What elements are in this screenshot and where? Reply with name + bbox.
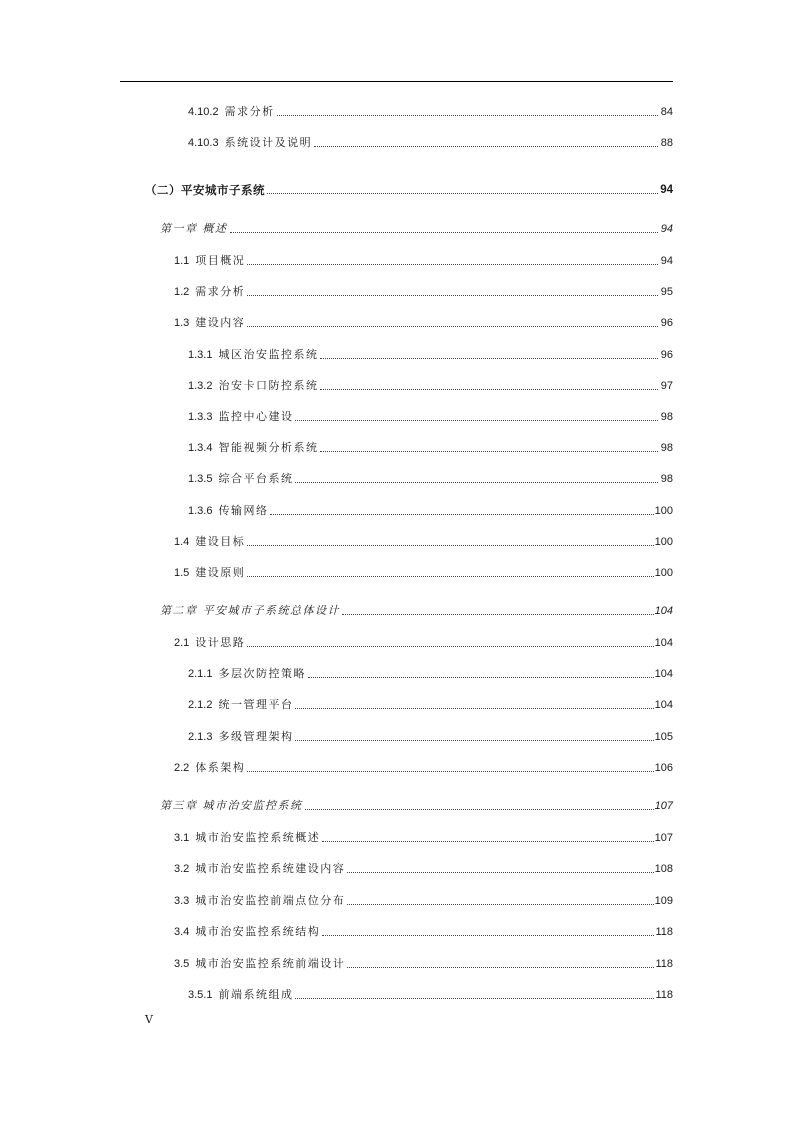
toc-entry-title: 城区治安监控系统	[218, 348, 319, 361]
toc-entry-title: 综合平台系统	[218, 472, 294, 485]
toc-entry-number: 3.1	[174, 832, 190, 844]
toc-entry[interactable]	[174, 254, 673, 268]
toc-entry-title: 需求分析	[224, 105, 275, 118]
toc-entry-number: 1.3.3	[188, 411, 213, 423]
toc-entry-number: 1.3.4	[188, 442, 213, 454]
toc-entry[interactable]	[174, 636, 673, 650]
toc-entry-number: 4.10.2	[188, 106, 219, 118]
toc-entry-number: 3.3	[174, 895, 190, 907]
toc-entry[interactable]	[188, 667, 673, 681]
toc-entry-title: 城市治安监控系统建设内容	[195, 862, 346, 875]
toc-entry-title: 城市治安监控前端点位分布	[195, 894, 346, 907]
toc-entry-page: 108	[654, 863, 673, 875]
toc-entry-number: 3.2	[174, 863, 190, 875]
toc-entry-title: 建设目标	[195, 535, 246, 548]
toc-dot-leader	[295, 998, 654, 999]
toc-dot-leader	[270, 514, 653, 515]
toc-entry-page: 104	[654, 637, 673, 649]
toc-entry-number: 1.3.6	[188, 505, 213, 517]
toc-entry-title: 城市治安监控系统结构	[195, 925, 321, 938]
toc-dot-leader	[247, 295, 658, 296]
toc-entry-number: 2.1.3	[188, 731, 213, 743]
toc-entry[interactable]	[188, 698, 673, 712]
toc-entry-title: 系统设计及说明	[224, 136, 313, 149]
toc-entry-number: 3.5	[174, 958, 190, 970]
toc-entry[interactable]	[188, 105, 673, 119]
toc-dot-leader	[342, 614, 654, 615]
toc-entry-page: 94	[660, 255, 673, 267]
toc-entry-page: 95	[660, 286, 673, 298]
toc-dot-leader	[295, 420, 658, 421]
toc-entry[interactable]	[174, 761, 673, 775]
toc-dot-leader	[295, 740, 653, 741]
toc-entry-page: 96	[660, 317, 673, 329]
toc-entry-page: 106	[654, 762, 673, 774]
toc-entry-number: 1.5	[174, 567, 190, 579]
toc-entry[interactable]	[145, 183, 673, 197]
toc-entry-number: 1.1	[174, 255, 190, 267]
toc-entry[interactable]	[160, 222, 673, 236]
toc-dot-leader	[314, 146, 658, 147]
toc-entry-page: 105	[654, 731, 673, 743]
toc-entry[interactable]	[174, 894, 673, 908]
toc-entry-page: 100	[654, 567, 673, 579]
toc-entry-page: 84	[660, 106, 673, 118]
toc-dot-leader	[267, 193, 658, 194]
toc-entry[interactable]	[188, 472, 673, 486]
toc-entry[interactable]	[188, 730, 673, 744]
toc-entry-page: 97	[660, 380, 673, 392]
toc-entry-title: 建设内容	[195, 316, 246, 329]
toc-entry-page: 94	[660, 223, 673, 235]
toc-entry-number: 3.5.1	[188, 989, 213, 1001]
toc-entry-number: 1.2	[174, 286, 190, 298]
toc-entry-page: 104	[654, 699, 673, 711]
toc-dot-leader	[320, 451, 658, 452]
toc-entry-page: 94	[660, 184, 673, 196]
toc-entry[interactable]	[174, 862, 673, 876]
toc-entry-title: 多层次防控策略	[218, 667, 306, 680]
toc-entry-page: 100	[654, 536, 673, 548]
toc-dot-leader	[295, 708, 653, 709]
toc-dot-leader	[322, 935, 654, 936]
toc-dot-leader	[347, 967, 654, 968]
toc-entry-page: 109	[654, 895, 673, 907]
toc-entry-title: 监控中心建设	[218, 410, 294, 423]
toc-dot-leader	[320, 358, 658, 359]
toc-entry-page: 118	[655, 989, 673, 1001]
toc-entry-title: （二）平安城市子系统	[145, 183, 265, 197]
toc-entry[interactable]	[174, 925, 673, 939]
toc-entry-title: 设计思路	[195, 636, 246, 649]
toc-entry-title: 统一管理平台	[218, 698, 294, 711]
toc-dot-leader	[247, 771, 653, 772]
toc-entry-number: 1.3.2	[188, 380, 213, 392]
toc-dot-leader	[347, 872, 653, 873]
toc-dot-leader	[247, 545, 653, 546]
toc-entry-page: 98	[660, 411, 673, 423]
toc-entry-page: 88	[660, 137, 673, 149]
toc-dot-leader	[305, 809, 654, 810]
toc-dot-leader	[295, 482, 658, 483]
toc-dot-leader	[320, 389, 658, 390]
toc-entry-page: 100	[654, 505, 673, 517]
toc-entry[interactable]	[188, 988, 673, 1002]
toc-entry-page: 107	[654, 832, 673, 844]
toc-entry[interactable]	[174, 316, 673, 330]
toc-entry[interactable]	[160, 604, 673, 618]
toc-entry-title: 第一章 概述	[160, 222, 228, 235]
toc-entry[interactable]	[188, 379, 673, 393]
toc-entry-page: 118	[655, 958, 673, 970]
toc-entry-number: 1.3.5	[188, 473, 213, 485]
toc-dot-leader	[230, 232, 659, 233]
toc-entry-title: 建设原则	[195, 566, 246, 579]
toc-entry-number: 2.1	[174, 637, 190, 649]
toc-dot-leader	[247, 326, 658, 327]
toc-entry-page: 118	[655, 926, 673, 938]
toc-entry[interactable]	[188, 348, 673, 362]
toc-dot-leader	[247, 646, 653, 647]
toc-entry[interactable]	[160, 799, 673, 813]
toc-entry-number: 1.3.1	[188, 349, 213, 361]
toc-entry-title: 第二章 平安城市子系统总体设计	[160, 604, 340, 617]
toc-entry-title: 治安卡口防控系统	[218, 379, 319, 392]
toc-entry-title: 需求分析	[195, 285, 246, 298]
toc-entry-number: 2.2	[174, 762, 190, 774]
toc-entry[interactable]	[174, 285, 673, 299]
toc-entry[interactable]	[174, 957, 673, 971]
toc-entry-title: 体系架构	[195, 761, 246, 774]
toc-dot-leader	[277, 115, 658, 116]
toc-entry[interactable]	[188, 504, 673, 518]
toc-entry-number: 1.3	[174, 317, 190, 329]
toc-entry-number: 2.1.2	[188, 699, 213, 711]
page-number-footer: V	[145, 1013, 153, 1026]
toc-dot-leader	[247, 264, 658, 265]
toc-entry-title: 多级管理架构	[218, 730, 294, 743]
toc-dot-leader	[347, 904, 653, 905]
toc-entry-page: 104	[654, 605, 673, 617]
toc-entry[interactable]	[188, 136, 673, 150]
toc-entry-number: 3.4	[174, 926, 190, 938]
toc-entry-title: 第三章 城市治安监控系统	[160, 799, 303, 812]
toc-dot-leader	[308, 677, 654, 678]
toc-entry-number: 4.10.3	[188, 137, 219, 149]
toc-entry-page: 96	[660, 349, 673, 361]
toc-dot-leader	[247, 576, 653, 577]
toc-entry-page: 104	[654, 668, 673, 680]
toc-entry[interactable]	[188, 441, 673, 455]
toc-entry[interactable]	[174, 535, 673, 549]
toc-entry[interactable]	[174, 831, 673, 845]
toc-entry[interactable]	[188, 410, 673, 424]
toc-entry-title: 智能视频分析系统	[218, 441, 319, 454]
toc-entry-title: 传输网络	[218, 504, 269, 517]
toc-entry[interactable]	[174, 566, 673, 580]
toc-entry-number: 1.4	[174, 536, 190, 548]
toc-entry-page: 107	[654, 800, 673, 812]
toc-entry-title: 城市治安监控系统概述	[195, 831, 321, 844]
toc-entry-number: 2.1.1	[188, 668, 213, 680]
toc-dot-leader	[322, 841, 653, 842]
toc-entry-title: 前端系统组成	[218, 988, 294, 1001]
toc-entry-page: 98	[660, 442, 673, 454]
toc-entry-title: 城市治安监控系统前端设计	[195, 957, 346, 970]
toc-entry-title: 项目概况	[195, 254, 246, 267]
toc-entry-page: 98	[660, 473, 673, 485]
